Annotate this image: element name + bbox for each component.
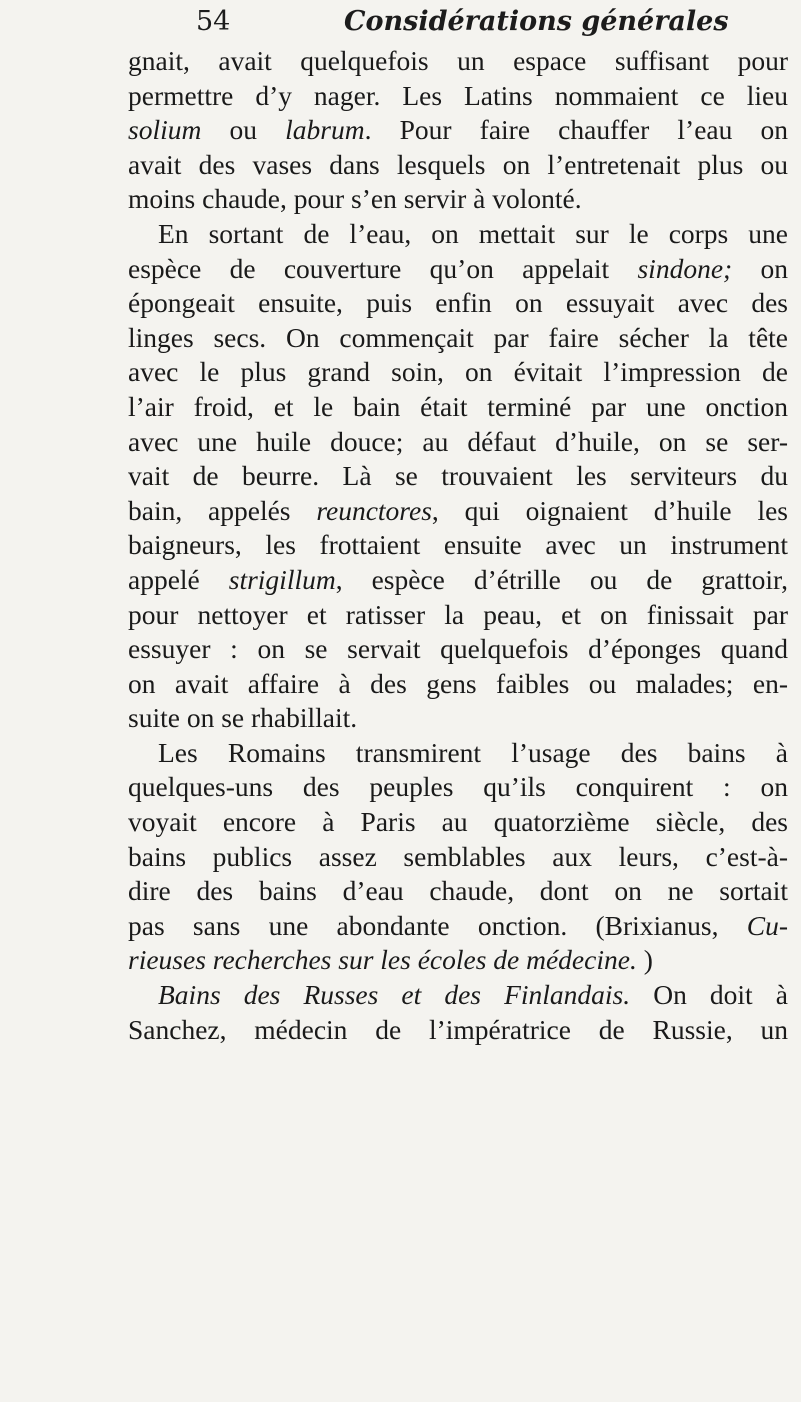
text-line <box>128 805 788 840</box>
text-line <box>128 563 788 598</box>
text-segment: avec une huile douce; au défaut d’huile, on se ser- <box>128 425 788 457</box>
text-line <box>128 182 788 217</box>
text-line <box>128 44 788 79</box>
page-number: 54 <box>196 6 231 37</box>
text-line <box>128 148 788 183</box>
italic-text: Bains des Russes et des Finlandais. <box>158 979 631 1011</box>
text-segment: espèce de couverture qu’on appelait <box>128 252 638 284</box>
text-segment: moins chaude, pour s’en servir à volonté. <box>128 183 582 215</box>
text-segment: , espèce d’étrille ou de grattoir, <box>335 563 788 595</box>
text-segment: Sanchez, médecin de l’impératrice de Russie, un <box>128 1013 788 1045</box>
text-segment: essuyer : on se servait quelquefois d’éponges quand <box>128 633 788 665</box>
text-segment: , qui oignaient d’huile les <box>431 494 788 526</box>
text-line <box>128 355 788 390</box>
text-line <box>128 1013 788 1048</box>
text-segment: avec le plus grand soin, on évitait l’impression de <box>128 356 788 388</box>
text-line <box>128 632 788 667</box>
text-line <box>128 909 788 944</box>
text-segment: On doit à <box>630 979 788 1011</box>
text-line <box>128 528 788 563</box>
text-segment: appelé <box>128 563 229 595</box>
text-line <box>128 113 788 148</box>
text-line <box>128 321 788 356</box>
page-header <box>196 6 729 37</box>
italic-text: Cu- <box>746 909 788 941</box>
body-text <box>128 44 788 1047</box>
text-segment: pas sans une abondante onction. (Brixianus, <box>128 909 747 941</box>
text-segment: permettre d’y nager. Les Latins nommaient ce lieu <box>128 79 788 111</box>
italic-text: sindone; <box>637 252 733 284</box>
text-segment: on <box>732 252 788 284</box>
text-segment: avait des vases dans lesquels on l’entretenait plus ou <box>128 148 788 180</box>
text-segment: on avait affaire à des gens faibles ou malades; en- <box>128 667 788 699</box>
running-title: Considérations générales <box>344 6 729 37</box>
text-line <box>128 390 788 425</box>
italic-text: rieuses recherches sur les écoles de médecine. <box>128 944 637 976</box>
text-line <box>128 252 788 287</box>
text-line <box>128 217 788 252</box>
text-segment: Les Romains transmirent l’usage des bains à <box>158 736 788 768</box>
italic-text: labrum <box>285 114 365 146</box>
text-segment: baigneurs, les frottaient ensuite avec un instrument <box>128 529 788 561</box>
italic-text: strigillum <box>228 563 336 595</box>
italic-text: reunctores <box>316 494 432 526</box>
text-segment: En sortant de l’eau, on mettait sur le corps une <box>158 217 788 249</box>
text-segment: quelques-uns des peuples qu’ils conquirent : on <box>128 771 788 803</box>
text-line <box>128 978 788 1013</box>
text-line <box>128 79 788 114</box>
text-segment: linges secs. On commençait par faire sécher la tête <box>128 321 788 353</box>
text-segment: suite on se rhabillait. <box>128 702 358 734</box>
text-line <box>128 736 788 771</box>
text-segment: dire des bains d’eau chaude, dont on ne sortait <box>128 875 788 907</box>
text-segment: voyait encore à Paris au quatorzième siècle, des <box>128 806 788 838</box>
text-segment: ou <box>201 114 286 146</box>
text-segment: vait de beurre. Là se trouvaient les serviteurs du <box>128 460 788 492</box>
text-line <box>128 701 788 736</box>
text-segment: l’air froid, et le bain était terminé par une onction <box>128 390 788 422</box>
text-segment: ) <box>636 944 653 976</box>
italic-text: solium <box>128 114 202 146</box>
text-line <box>128 943 788 978</box>
text-line <box>128 425 788 460</box>
text-line <box>128 598 788 633</box>
text-line <box>128 840 788 875</box>
text-line <box>128 494 788 529</box>
text-segment: gnait, avait quelquefois un espace suffisant pour <box>128 45 788 76</box>
text-line <box>128 874 788 909</box>
text-segment: . Pour faire chauffer l’eau on <box>364 114 789 146</box>
text-segment: bain, appelés <box>128 494 317 526</box>
text-line <box>128 770 788 805</box>
text-segment: pour nettoyer et ratisser la peau, et on finissait par <box>128 598 788 630</box>
text-line <box>128 459 788 494</box>
text-line <box>128 286 788 321</box>
text-segment: épongeait ensuite, puis enfin on essuyait avec des <box>128 287 788 319</box>
text-line <box>128 667 788 702</box>
text-segment: bains publics assez semblables aux leurs, c’est-à- <box>128 840 788 872</box>
